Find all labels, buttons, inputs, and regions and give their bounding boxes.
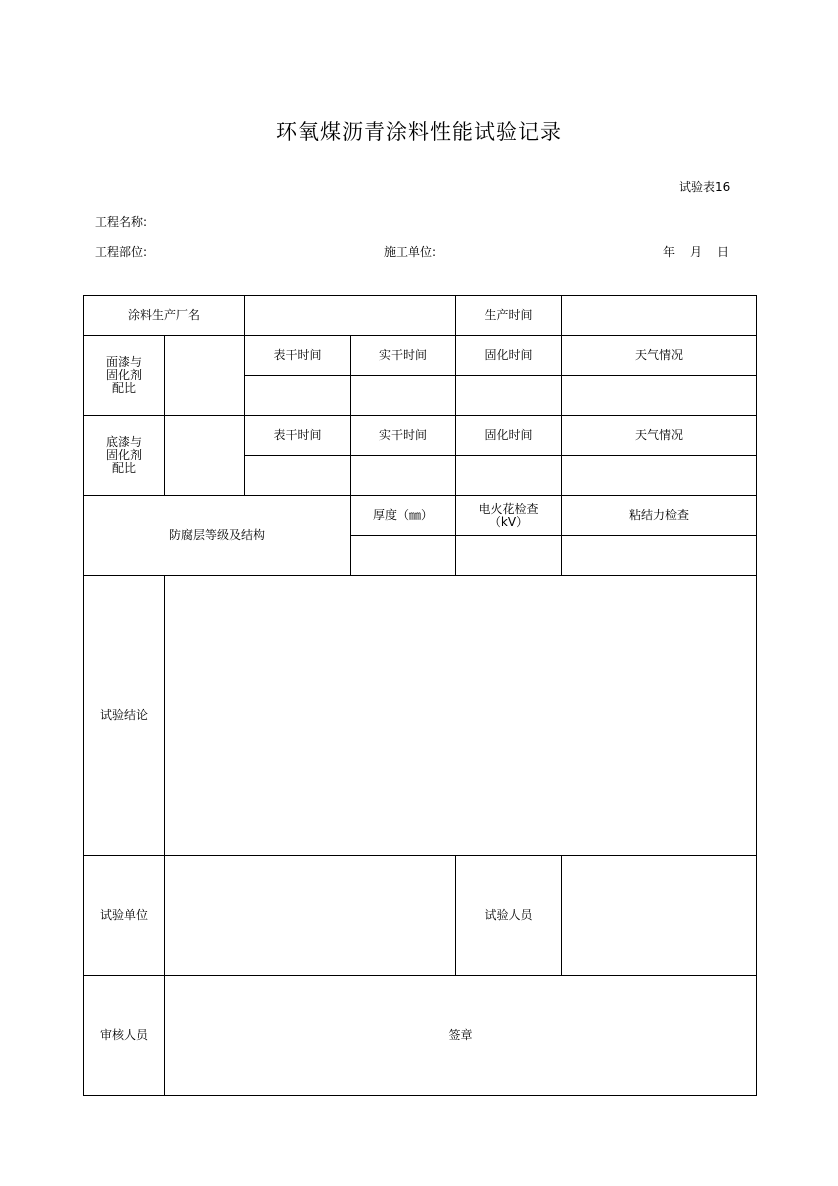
primer-cure-value[interactable] [456,456,562,496]
date-year-label: 年 [663,245,676,259]
page-title: 环氧煤沥青涂料性能试验记录 [276,120,562,144]
primer-ratio-line-3: 配比 [111,461,136,475]
topcoat-ratio-line-1: 面漆与 [105,355,142,369]
primer-weather-value[interactable] [562,456,757,496]
topcoat-ratio-label [84,336,165,416]
manufacturer-label: 涂料生产厂名 [84,296,245,336]
primer-ratio-line-2: 固化剂 [105,448,142,462]
topcoat-cure-value[interactable] [456,376,562,416]
spark-test-line-2: （kV） [488,514,529,529]
topcoat-weather-label: 天气情况 [562,336,757,376]
tester-value-cell[interactable] [562,856,757,976]
adhesion-value[interactable] [562,536,757,576]
spark-test-value[interactable] [456,536,562,576]
date-month-label: 月 [690,245,703,259]
topcoat-surface-dry-label: 表干时间 [245,336,351,376]
form-number: 试验表16 [679,180,731,194]
adhesion-label: 粘结力检查 [562,496,757,536]
anticorrosion-grade-label: 防腐层等级及结构 [84,496,351,576]
thickness-label: 厚度（㎜） [351,496,456,536]
test-unit-label: 试验单位 [84,856,165,976]
primer-ratio-label [84,416,165,496]
production-time-value-cell[interactable] [562,296,757,336]
thickness-value[interactable] [351,536,456,576]
topcoat-weather-value[interactable] [562,376,757,416]
topcoat-ratio-line-2: 固化剂 [105,368,142,382]
date-day-label: 日 [717,245,730,259]
primer-hard-dry-label: 实干时间 [351,416,456,456]
construction-unit-label: 施工单位: [384,245,437,259]
topcoat-surface-dry-value[interactable] [245,376,351,416]
topcoat-hard-dry-value[interactable] [351,376,456,416]
manufacturer-value-cell[interactable] [245,296,456,336]
project-part-label: 工程部位: [95,245,148,259]
conclusion-value-cell[interactable] [165,576,757,856]
primer-surface-dry-value[interactable] [245,456,351,496]
production-time-label: 生产时间 [456,296,562,336]
primer-ratio-value-cell[interactable] [165,416,245,496]
primer-hard-dry-value[interactable] [351,456,456,496]
primer-surface-dry-label: 表干时间 [245,416,351,456]
project-name-label: 工程名称: [95,215,148,229]
test-unit-value-cell[interactable] [165,856,456,976]
topcoat-cure-label: 固化时间 [456,336,562,376]
topcoat-ratio-line-3: 配比 [111,381,136,395]
conclusion-label: 试验结论 [84,576,165,856]
test-record-table [83,295,757,1096]
primer-weather-label: 天气情况 [562,416,757,456]
topcoat-ratio-value-cell[interactable] [165,336,245,416]
topcoat-hard-dry-label: 实干时间 [351,336,456,376]
primer-ratio-line-1: 底漆与 [105,435,142,449]
reviewer-label: 审核人员 [84,976,165,1096]
tester-label: 试验人员 [456,856,562,976]
seal-label[interactable]: 签章 [165,976,757,1096]
primer-cure-label: 固化时间 [456,416,562,456]
spark-test-line-1: 电火花检查 [478,501,539,516]
spark-test-label [456,496,562,536]
